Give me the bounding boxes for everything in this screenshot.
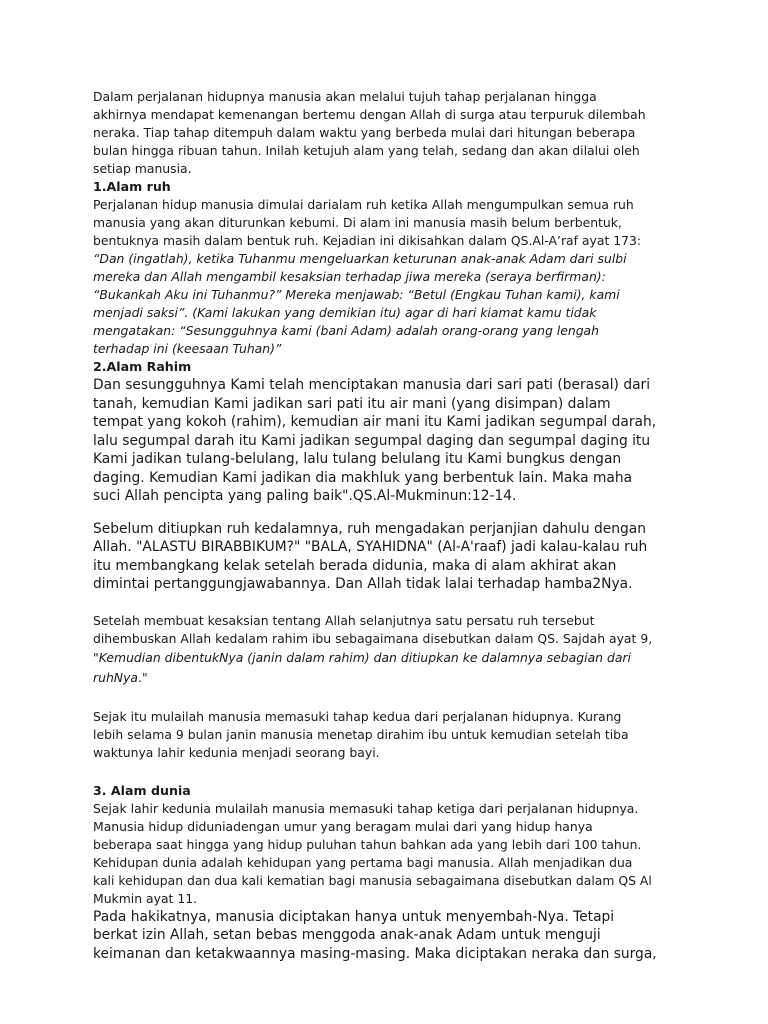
text-line: Kehidupan dunia adalah kehidupan yang pertama bagi manusia. Allah menjadikan dua bbox=[93, 854, 633, 870]
paragraph-gap bbox=[93, 762, 683, 782]
quote-line: “Dan (ingatlah), ketika Tuhanmu mengeluarkan keturunan anak-anak Adam dari sulbi bbox=[93, 251, 627, 266]
text-line bbox=[93, 668, 683, 688]
text-line: bentuknya masih dalam bentuk ruh. Kejadian ini dikisahkan dalam QS.Al-A’raf ayat 173: bbox=[93, 233, 642, 248]
text-line: daging. Kemudian Kami jadikan dia makhluk yang berbentuk lain. Maka maha bbox=[93, 469, 633, 486]
text-line: Sejak itu mulailah manusia memasuki tahap kedua dari perjalanan hidupnya. Kurang bbox=[93, 708, 622, 724]
alam-rahim-paragraph-3 bbox=[93, 612, 683, 688]
alam-dunia-paragraph-1 bbox=[93, 800, 683, 908]
text-line: waktunya lahir kedunia menjadi seorang bayi. bbox=[93, 744, 380, 760]
section-heading-alam-dunia: 3. Alam dunia bbox=[93, 782, 191, 798]
quote-line: mereka dan Allah mengambil kesaksian terhadap jiwa mereka (seraya berfirman): bbox=[93, 269, 606, 284]
text-line: akhirnya mendapat kemenangan bertemu dengan Allah di surga atau terpuruk dilembah bbox=[93, 107, 646, 122]
quote-mark: " bbox=[93, 649, 99, 665]
paragraph-gap bbox=[93, 506, 683, 520]
text-line: dihembuskan Allah kedalam rahim ibu sebagaimana disebutkan dalam QS. Sajdah ayat 9, bbox=[93, 630, 653, 646]
section-heading-alam-rahim: 2.Alam Rahim bbox=[93, 359, 192, 374]
alam-dunia-paragraph-2 bbox=[93, 908, 683, 964]
text-line: berkat izin Allah, setan bebas menggoda anak-anak Adam untuk menguji bbox=[93, 927, 601, 943]
text-line: Manusia hidup diduniadengan umur yang beragam mulai dari yang hidup hanya bbox=[93, 818, 593, 834]
text-line: Pada hakikatnya, manusia diciptakan hanya untuk menyembah-Nya. Tetapi bbox=[93, 908, 615, 925]
text-line: dimintai pertanggungjawabannya. Dan Allah tidak lalai terhadap hamba2Nya. bbox=[93, 576, 633, 592]
paragraph-gap bbox=[93, 688, 683, 708]
text-line: beberapa saat hingga yang hidup puluhan tahun bahkan ada yang lebih dari 100 tahun. bbox=[93, 836, 642, 852]
text-line: Mukmin ayat 11. bbox=[93, 890, 198, 906]
text-line: Dalam perjalanan hidupnya manusia akan melalui tujuh tahap perjalanan hingga bbox=[93, 89, 597, 104]
text-line: Sejak lahir kedunia mulailah manusia memasuki tahap ketiga dari perjalanan hidupnya. bbox=[93, 800, 639, 816]
text-line: tempat yang kokoh (rahim), kemudian air mani itu Kami jadikan segumpal darah, bbox=[93, 414, 657, 430]
text-line: itu membangkang kelak setelah berada didunia, maka di alam akhirat akan bbox=[93, 557, 617, 574]
alam-rahim-paragraph-1 bbox=[93, 376, 683, 506]
text-line: manusia yang akan diturunkan kebumi. Di alam ini manusia masih belum berbentuk, bbox=[93, 215, 622, 230]
text-line: Allah. "ALASTU BIRABBIKUM?" "BALA, SYAHIDNA" (Al-A'raaf) jadi kalau-kalau ruh bbox=[93, 539, 648, 555]
text-line: lalu segumpal darah itu Kami jadikan segumpal daging dan segumpal daging itu bbox=[93, 432, 651, 449]
text-line: Setelah membuat kesaksian tentang Allah selanjutnya satu persatu ruh tersebut bbox=[93, 612, 595, 628]
text-line: setiap manusia. bbox=[93, 161, 192, 176]
text-line: suci Allah pencipta yang paling baik".QS.Al-Mukminun:12-14. bbox=[93, 488, 517, 504]
quote-line: “Bukankah Aku ini Tuhanmu?” Mereka menjawab: “Betul (Engkau Tuhan kami), kami bbox=[93, 287, 620, 302]
quote-text: ruhNya bbox=[93, 669, 138, 685]
text-line: Kami jadikan tulang-belulang, lalu tulang belulang itu Kami bungkus dengan bbox=[93, 451, 622, 467]
alam-rahim-paragraph-2 bbox=[93, 520, 683, 594]
quote-line: menjadi saksi”. (Kami lakukan yang demikian itu) agar di hari kiamat kamu tidak bbox=[93, 305, 597, 320]
text-line bbox=[93, 648, 683, 668]
paragraph-gap bbox=[93, 594, 683, 612]
quote-text: Kemudian dibentukNya (janin dalam rahim) dan ditiupkan ke dalamnya sebagian dari bbox=[98, 649, 631, 665]
alam-ruh-quote bbox=[93, 250, 683, 358]
text-line: Dan sesungguhnya Kami telah menciptakan manusia dari sari pati (berasal) dari bbox=[93, 377, 651, 393]
intro-paragraph bbox=[93, 88, 683, 178]
text-line: tanah, kemudian Kami jadikan sari pati itu air mani (yang disimpan) dalam bbox=[93, 395, 611, 412]
quote-line: mengatakan: “Sesungguhnya kami (bani Adam) adalah orang-orang yang lengah bbox=[93, 323, 600, 338]
text-line: keimanan dan ketakwaannya masing-masing. Maka diciptakan neraka dan surga, bbox=[93, 945, 657, 962]
text-line: Perjalanan hidup manusia dimulai darialam ruh ketika Allah mengumpulkan semua ruh bbox=[93, 197, 634, 212]
alam-ruh-paragraph bbox=[93, 196, 683, 250]
text-line: bulan hingga ribuan tahun. Inilah ketujuh alam yang telah, sedang dan akan dilalui oleh bbox=[93, 143, 640, 158]
section-heading-alam-ruh: 1.Alam ruh bbox=[93, 179, 171, 194]
text-line: lebih selama 9 bulan janin manusia menetap dirahim ibu untuk kemudian setelah tiba bbox=[93, 726, 629, 742]
quote-line: terhadap ini (keesaan Tuhan)” bbox=[93, 341, 282, 356]
quote-mark: ." bbox=[138, 669, 148, 685]
text-line: Sebelum ditiupkan ruh kedalamnya, ruh mengadakan perjanjian dahulu dengan bbox=[93, 520, 646, 537]
text-line: kali kehidupan dan dua kali kematian bagi manusia sebagaimana disebutkan dalam QS Al bbox=[93, 872, 652, 888]
document-page bbox=[93, 88, 683, 963]
text-line: neraka. Tiap tahap ditempuh dalam waktu yang berbeda mulai dari hitungan beberapa bbox=[93, 125, 636, 140]
alam-rahim-paragraph-4 bbox=[93, 708, 683, 762]
